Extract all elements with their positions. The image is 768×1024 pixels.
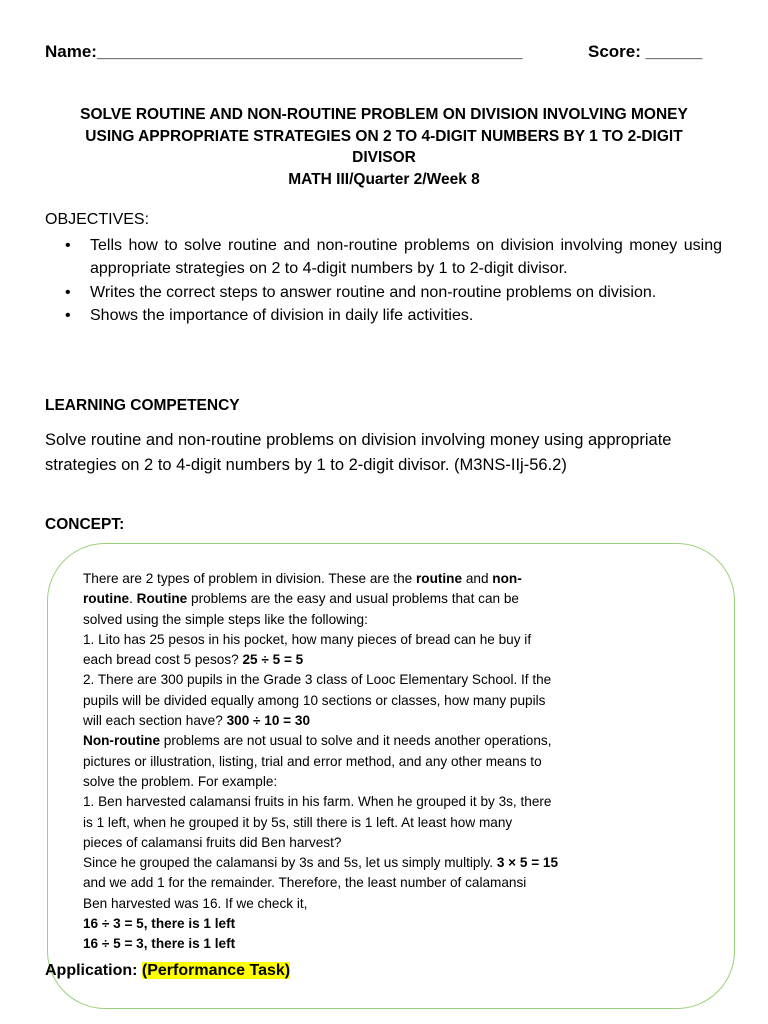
concept-line [83, 934, 653, 954]
application-heading [45, 962, 290, 980]
bullet-icon: • [65, 306, 71, 324]
text-run: problems are the easy and usual problems that can be [187, 591, 519, 607]
title-line: DIVISOR [352, 149, 416, 166]
subject-quarter-week: MATH III/Quarter 2/Week 8 [288, 170, 480, 188]
concept-line: solve the problem. For example: [83, 773, 278, 789]
objective-text: Tells how to solve routine and non-routine problems on division involving money using appropriate strategies on 2 to 4-digit numbers by 1 to 2-digit divisor. [90, 237, 722, 278]
page-title [30, 104, 738, 190]
text-run-bold: non- [492, 571, 522, 586]
application-label: Application: [45, 962, 142, 979]
concept-line [83, 650, 653, 670]
equation: 16 ÷ 3 = 5, there is 1 left [83, 916, 236, 932]
bullet-icon: • [65, 283, 71, 301]
concept-line: and we add 1 for the remainder. Therefore, the least number of calamansi [83, 875, 527, 891]
concept-text [83, 569, 653, 955]
concept-line [83, 589, 653, 609]
text-run-bold: routine [415, 571, 463, 586]
text-run: each bread cost 5 pesos? [83, 652, 243, 668]
concept-line [83, 853, 653, 873]
bullet-icon: • [65, 237, 71, 254]
objective-item [60, 234, 722, 281]
equation: 300 ÷ 10 = 30 [226, 713, 311, 729]
objective-text: Shows the importance of division in daily life activities. [90, 306, 474, 324]
concept-line: is 1 left, when he grouped it by 5s, still there is 1 left. At least how many [83, 814, 513, 830]
concept-line [83, 914, 653, 934]
concept-line: 2. There are 300 pupils in the Grade 3 class of Looc Elementary School. If the [83, 672, 552, 688]
objective-text: Writes the correct steps to answer routine and non-routine problems on division. [90, 283, 657, 301]
equation: 16 ÷ 5 = 3, there is 1 left [83, 936, 236, 952]
text-run-bold: Routine [136, 591, 188, 607]
score-field-label: Score: ______ [588, 42, 703, 61]
concept-line: 1. Ben harvested calamansi fruits in his farm. When he grouped it by 3s, there [83, 794, 552, 810]
concept-line: 1. Lito has 25 pesos in his pocket, how many pieces of bread can he buy if [83, 631, 532, 647]
objective-item [60, 304, 722, 327]
equation: 25 ÷ 5 = 5 [242, 652, 304, 668]
text-run: . [129, 591, 137, 607]
learning-competency-text: Solve routine and non-routine problems on division involving money using appropriate strategies on 2 to 4-digit numbers by 1 to 2-digit divisor. (M3NS-IIj-56.2) [45, 431, 672, 474]
concept-line: pupils will be divided equally among 10 sections or classes, how many pupils [83, 692, 546, 708]
text-run: and [462, 571, 493, 586]
objective-item [60, 281, 722, 304]
equation: 3 × 5 = 15 [496, 855, 559, 871]
objectives-heading: OBJECTIVES: [45, 211, 150, 228]
concept-heading: CONCEPT: [45, 516, 125, 533]
performance-task-highlight: (Performance Task) [141, 962, 291, 979]
text-run: problems are not usual to solve and it needs another operations, [160, 733, 552, 749]
text-run-bold: routine [83, 591, 130, 607]
objectives-list [60, 234, 722, 327]
concept-line [83, 711, 653, 731]
text-run: There are 2 types of problem in division. These are the [83, 571, 416, 586]
learning-competency-heading: LEARNING COMPETENCY [45, 397, 240, 414]
concept-line: Ben harvested was 16. If we check it, [83, 895, 308, 911]
text-run: will each section have? [83, 713, 227, 729]
concept-line [83, 569, 653, 589]
title-line: USING APPROPRIATE STRATEGIES ON 2 TO 4-DIGIT NUMBERS BY 1 TO 2-DIGIT [85, 127, 683, 145]
concept-line: pieces of calamansi fruits did Ben harvest? [83, 834, 342, 850]
text-run: Since he grouped the calamansi by 3s and 5s, let us simply multiply. [83, 855, 497, 871]
concept-line [83, 731, 653, 751]
name-field-label: Name:_____________________________________________ [45, 42, 523, 61]
concept-line: pictures or illustration, listing, trial and error method, and any other means to [83, 753, 542, 769]
concept-line: solved using the simple steps like the following: [83, 611, 368, 627]
text-run-bold: Non-routine [83, 733, 161, 749]
title-line: SOLVE ROUTINE AND NON-ROUTINE PROBLEM ON DIVISION INVOLVING MONEY [80, 106, 688, 123]
